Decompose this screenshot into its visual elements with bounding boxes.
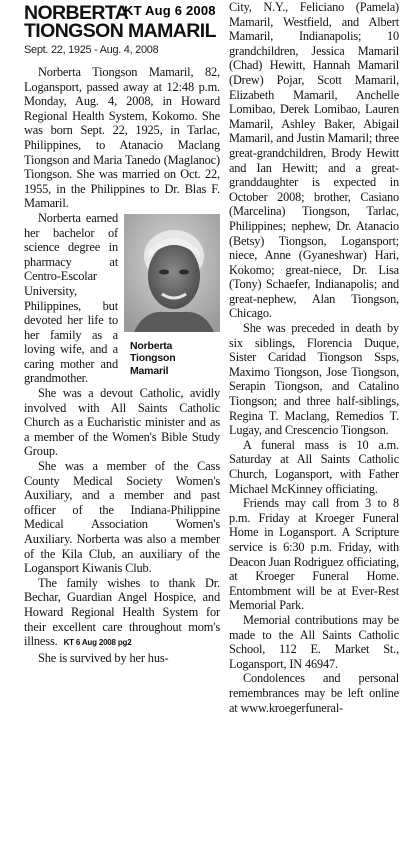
paragraph: She was a member of the Cass County Medical Society Women's Auxiliary, and a member and past officer of the Indiana-Philippine Medical Association Women's Auxiliary. Norberta was also a member of the Kila Club, an auxiliary of the Logansport Kiwanis Club. [24, 459, 220, 576]
paragraph: Condolences and personal remembrances may be left online at www.kroegerfuneral- [229, 671, 399, 715]
headline-line-1: NORBERTA [24, 2, 129, 24]
paragraph: Friends may call from 3 to 8 p.m. Friday at Kroeger Funeral Home in Logansport. A Scripture service is 6:30 p.m. Friday, with Deacon Juan Rodriguez officiating, at Kroeger Funeral Home. Entombment will be at Ever-Rest Memorial Park. [229, 496, 399, 613]
obituary-headline [24, 4, 220, 40]
portrait-photo [124, 214, 220, 332]
paragraph: Memorial contributions may be made to the All Saints Catholic School, 112 E. Market St., Logansport, IN 46947. [229, 612, 399, 671]
paragraph: She was preceded in death by six siblings, Florencia Duque, Sister Caridad Tiongson Ssps, Maximo Tiongson, Jose Tiongson, Serapin Tiongson, and Catalino Tiongson; and three half-siblings, Regina T. Maclang, Remedios T. Lugay, and Crescencio Tiongson. [229, 321, 399, 438]
headline-line-2: TIONGSON MAMARIL [24, 20, 216, 42]
date-stamp: KT Aug 6 2008 [124, 3, 216, 18]
paragraph: She was a devout Catholic, avidly involved with All Saints Catholic Church as a Eucharistic minister and as a member of the Women's Bible Study Group. [24, 386, 220, 459]
photo-block [124, 214, 222, 378]
column-left [24, 0, 220, 665]
paragraph: She is survived by her hus- [38, 650, 169, 665]
paragraph-with-photo [24, 211, 220, 386]
caption-line-2: Tiongson [130, 352, 176, 365]
paragraph: Norberta Tiongson Mamaril, 82, Logansport, passed away at 12:48 p.m. Monday, Aug. 4, 2008, in Howard Regional Health System, Kokomo. She was born Sept. 22, 1925, in Tarlac, Philippines, to Atanacio Maclang Tiongson and Maria Tanedo (Maglanoc) Tiongson. She was married on Oct. 22, 1955, in the Philippines to Dr. Blas F. Mamaril. [24, 65, 220, 211]
life-dates: Sept. 22, 1925 - Aug. 4, 2008 [24, 44, 159, 56]
paragraph: City, N.Y., Feliciano (Pamela) Mamaril, Westfield, and Albert Mamaril, Indianapolis; 10 grandchildren, Jessica Mamaril (Chad) Hewitt, Hannah Mamaril (Drew) Pojar, Scott Mamaril, Elizabeth Mamaril, Anchelle Lomibao, Derek Lomibao, Lauren Mamaril, Ashley Baker, Abigail Mamaril, and Justin Mamaril; three great-grandchildren, Brody Hewitt and Ian Hewitt; and a great-granddaughter is expected in October 2008; brother, Casiano (Marcelina) Tiongson, Tarlac, Philippines; nephew, Dr. Atanacio (Betsy) Tiongson, Logansport; niece, Anne (Gyaneshwar) Hari, Kokomo; great-niece, Dr. Lisa (Tony) Schaefer, Indianapolis; and great-nephew, Alan Tiongson, Chicago. [229, 0, 399, 321]
caption-line-1: Norberta [130, 339, 173, 352]
photo-caption [124, 340, 222, 378]
paragraph [24, 576, 220, 651]
column-right [229, 0, 399, 715]
paragraph-text: Norberta earned her bachelor of science degree in pharmacy at Centro-Escolar University, Philippines, but devoted her life to her family as a loving wife, and a caring mother and grandmother. [24, 210, 118, 386]
page-stamp: KT 6 Aug 2008 pg2 [63, 638, 132, 648]
paragraph-text: The family wishes to thank Dr. Bechar, Guardian Angel Hospice, and Howard Regional Health System for their excellent care throughout mom's illness. [24, 575, 220, 649]
caption-line-3: Mamaril [130, 364, 169, 377]
paragraph: A funeral mass is 10 a.m. Saturday at All Saints Catholic Church, Logansport, with Father Michael McKinney officiating. [229, 437, 399, 496]
portrait-image [124, 214, 220, 332]
